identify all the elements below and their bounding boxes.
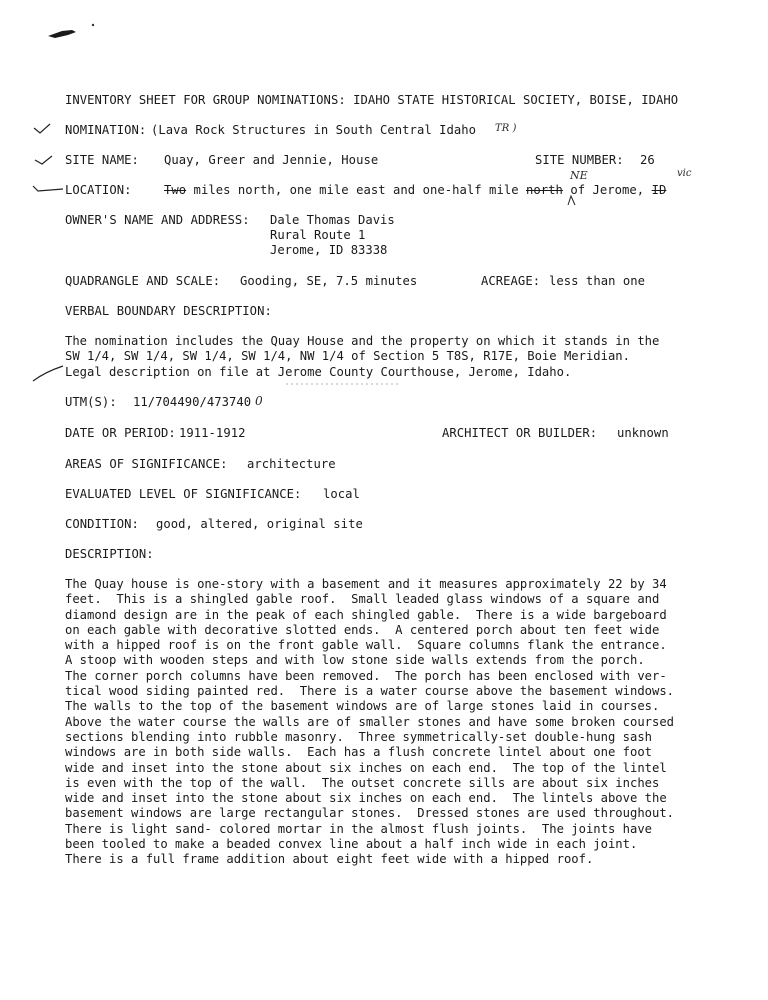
utm-value: 11/704490/473740: [133, 395, 252, 409]
site-row: [65, 153, 655, 168]
site-name-value: Quay, Greer and Jennie, House: [164, 153, 379, 167]
check-mark-boundary: [33, 366, 63, 381]
description-line: tical wood siding painted red. There is a water course above the basement windows.: [65, 684, 675, 699]
check-mark-site-name: [35, 156, 52, 164]
boundary-line: SW 1/4, SW 1/4, SW 1/4, SW 1/4, NW 1/4 of Section 5 T8S, R17E, Boie Meridian.: [65, 349, 630, 364]
acreage-value: less than one: [549, 274, 646, 288]
condition-label: CONDITION:: [65, 517, 139, 531]
quadrangle-row: [65, 274, 646, 289]
description-line: The walls to the top of the basement windows are of large stones laid in courses.: [65, 699, 660, 714]
owner-label: OWNER'S NAME AND ADDRESS:: [65, 213, 250, 227]
description-text: [65, 577, 705, 868]
condition-value: good, altered, original site: [156, 517, 363, 531]
date-label: DATE OR PERIOD:: [65, 426, 176, 440]
location-text-b: of Jerome,: [562, 183, 652, 197]
date-value: 1911-1912: [179, 426, 246, 440]
description-line: Above the water course the walls are of smaller stones and have some broken coursed: [65, 714, 675, 729]
description-line: is even with the top of the wall. The outset concrete sills are about six inches: [65, 775, 660, 790]
date-row: [65, 426, 669, 441]
description-label: DESCRIPTION:: [65, 547, 154, 561]
description-line: There is a full frame addition about eight feet wide with a hipped roof.: [65, 852, 594, 867]
description-line: basement windows are large rectangular stones. Dressed stones are used throughout.: [65, 806, 675, 821]
location-struck-word: north: [526, 183, 563, 197]
ink-speck: [92, 24, 94, 26]
verbal-boundary-label: VERBAL BOUNDARY DESCRIPTION:: [65, 304, 272, 318]
site-name-label: SITE NAME:: [65, 153, 139, 167]
description-line: wide and inset into the stone about six inches on each end. The lintels above the: [65, 791, 667, 806]
location-handwritten-vic: vic: [677, 168, 692, 179]
utm-handwritten-digit: 0: [255, 394, 263, 408]
check-mark-location: [33, 186, 63, 191]
location-struck-text: Two: [164, 183, 187, 197]
description-line: The Quay house is one-story with a basement and it measures approximately 22 by 34: [65, 577, 667, 591]
description-line: feet. This is a shingled gable roof. Small leaded glass windows of a square and: [65, 592, 660, 607]
description-line: with a hipped roof is on the front gable wall. Square columns flank the entrance.: [65, 638, 667, 653]
owner-line-2: Rural Route 1: [270, 228, 366, 242]
nomination-value: (Lava Rock Structures in South Central Idaho: [151, 123, 477, 137]
evaluated-label: EVALUATED LEVEL OF SIGNIFICANCE:: [65, 487, 302, 501]
quadrangle-label: QUADRANGLE AND SCALE:: [65, 274, 221, 288]
utm-row: [65, 394, 263, 410]
description-line: been tooled to make a beaded convex line about a half inch wide in each joint.: [65, 837, 638, 852]
architect-label: ARCHITECT OR BUILDER:: [442, 426, 598, 440]
description-line: windows are in both side walls. Each has a flush concrete lintel about one foot: [65, 745, 652, 760]
areas-label: AREAS OF SIGNIFICANCE:: [65, 457, 228, 471]
location-handwritten-ne: NE: [570, 169, 588, 182]
boundary-line: The nomination includes the Quay House and the property on which it stands in the: [65, 334, 660, 348]
location-text-a: miles north, one mile east and one-half mile: [186, 183, 526, 197]
utm-label: UTM(S):: [65, 395, 117, 409]
location-label: LOCATION:: [65, 183, 132, 197]
nomination-label: NOMINATION:: [65, 123, 147, 137]
owner-line-3: Jerome, ID 83338: [270, 243, 388, 257]
evaluated-value: local: [323, 487, 360, 501]
description-line: The corner porch columns have been removed. The porch has been enclosed with ver-: [65, 668, 667, 683]
quadrangle-value: Gooding, SE, 7.5 minutes: [240, 274, 418, 288]
ink-blot: [48, 30, 76, 38]
acreage-label: ACREAGE:: [481, 274, 541, 288]
description-line: on each gable with decorative slotted ends. A centered porch about ten feet wide: [65, 622, 660, 637]
description-line: sections blending into rubble masonry. Three symmetrically-set double-hung sash: [65, 729, 652, 744]
description-line: diamond design are in the peak of each shingled gable. There is a wide bargeboard: [65, 607, 667, 622]
description-line: A stoop with wooden steps and with low stone side walls extends from the porch.: [65, 653, 645, 668]
evaluated-row: [65, 487, 360, 502]
check-mark-nomination: [34, 124, 50, 133]
areas-value: architecture: [247, 457, 336, 471]
site-number-label: SITE NUMBER:: [535, 153, 624, 167]
description-line: wide and inset into the stone about six inches on each end. The top of the lintel: [65, 760, 667, 775]
areas-row: [65, 457, 336, 472]
description-line: There is light sand- colored mortar in the almost flush joints. The joints have: [65, 821, 652, 836]
condition-row: [65, 517, 363, 532]
nomination-handwritten: TR ): [495, 123, 517, 134]
site-number-value: 26: [640, 153, 655, 167]
verbal-boundary-text: [65, 334, 705, 380]
location-struck-state: ID: [651, 183, 667, 197]
nomination-row: [65, 123, 517, 138]
location-row: [65, 183, 667, 198]
inventory-header: INVENTORY SHEET FOR GROUP NOMINATIONS: IDAHO STATE HISTORICAL SOCIETY, BOISE, IDAHO: [65, 93, 679, 107]
architect-value: unknown: [617, 426, 669, 440]
owner-line-1: Dale Thomas Davis: [270, 213, 395, 227]
boundary-line: Legal description on file at Jerome County Courthouse, Jerome, Idaho.: [65, 364, 572, 379]
